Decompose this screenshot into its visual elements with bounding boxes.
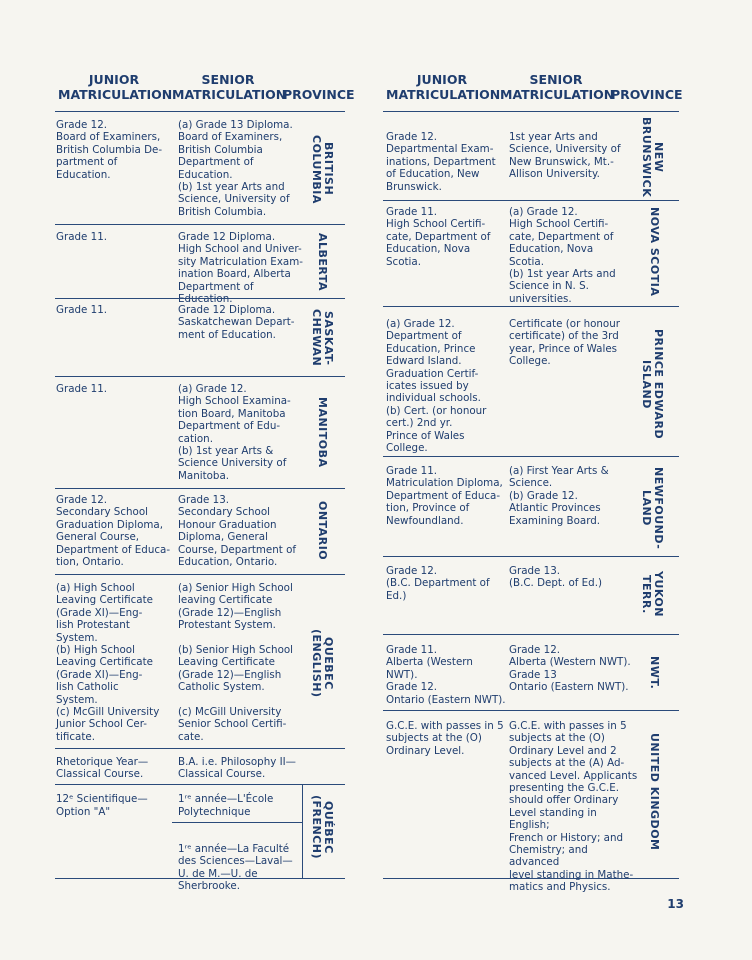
province-label: QUEBEC (ENGLISH) [310,628,335,698]
senior-cell: Grade 12 Diploma. Saskatchewan Depart- ment of Education. [178,304,295,341]
province-label: MANITOBA [316,396,329,468]
left-header-rule [55,111,345,112]
senior-cell: Grade 12 Diploma. High School and Univer- sity Matriculation Exam- ination Board, Alberta Department of Education. [178,231,303,306]
province-label: NEWFOUND- LAND [640,466,665,550]
left-junior-header: JUNIOR MATRICULATION [58,72,173,102]
junior-cell: (a) High School Leaving Certificate (Grade XI)—Eng- lish Protestant System. (b) High School Leaving Certificate (Grade XI)—Eng- lish Catholic System. (c) McGill University Junior School Cer- tificate. [56,582,160,743]
junior-cell: Grade 11. High School Certifi- cate, Department of Education, Nova Scotia. [386,206,491,268]
province-label: ONTARIO [316,501,329,561]
row-divider-inner [172,822,302,823]
province-label: PRINCE EDWARD ISLAND [640,328,665,440]
row-divider [55,574,345,575]
right-table-bottom-rule [383,878,679,879]
senior-cell: (a) Grade 12. High School Certifi- cate, Department of Education, Nova Scotia. (b) 1st year Arts and Science in N. S. universities. [509,206,616,305]
senior-cell: Grade 13. (B.C. Dept. of Ed.) [509,565,603,590]
row-divider [383,634,679,635]
row-divider [383,456,679,457]
page-number: 13 [667,897,684,911]
senior-cell: Grade 12. Alberta (Western NWT). Grade 13 Ontario (Eastern NWT). [509,644,631,694]
junior-cell: Grade 11. [56,304,108,316]
left-senior-header: SENIOR MATRICULATION [172,72,287,102]
junior-cell: G.C.E. with passes in 5 subjects at the (O) Ordinary Level. [386,720,504,757]
row-divider [55,376,345,377]
senior-cell: Grade 13. Secondary School Honour Graduation Diploma, General Course, Department of Education, Ontario. [178,494,297,569]
province-label: BRITISH COLUMBIA [310,134,335,204]
province-label: NEW BRUNSWICK [640,116,665,198]
senior-cell: (a) Grade 13 Diploma. Board of Examiners, British Columbia Department of Education. (b) 1st year Arts and Science, University of British Columbia. [178,119,293,218]
junior-cell: Grade 12. Departmental Exam- inations, Department of Education, New Brunswick. [386,131,496,193]
row-divider [55,748,345,749]
province-label: NWT. [648,656,661,690]
junior-cell: Rhetorique Year— Classical Course. 12ᵉ Scientifique— Option "A" [56,756,149,818]
senior-cell: (a) First Year Arts & Science. (b) Grade 12. Atlantic Provinces Examining Board. [509,465,609,527]
province-label: ALBERTA [316,232,329,292]
junior-cell: Grade 11. [56,231,108,243]
province-label: QUÉBEC (FRENCH) [310,794,335,860]
junior-cell: Grade 11. Alberta (Western NWT). Grade 12. Ontario (Eastern NWT). [386,644,506,706]
senior-cell: (a) Grade 12. High School Examina- tion Board, Manitoba Department of Edu- cation. (b) 1st year Arts & Science University of Manitoba. [178,383,291,482]
senior-cell: G.C.E. with passes in 5 subjects at the (O) Ordinary Level and 2 subjects at the (A) Ad- vanced Level. Applicants presenting the G.C.E. should offer Ordinary Level standing in English; French or History; and Chemistry; and advanced level standing in Mathe- matics and Physics. [509,720,638,894]
right-province-header: PROVINCE [611,87,683,102]
left-province-header: PROVINCE [283,87,355,102]
junior-cell: Grade 12. (B.C. Department of Ed.) [386,565,490,602]
junior-cell: (a) Grade 12. Department of Education, Prince Edward Island. Graduation Certif- icates issued by individual schools. (b) Cert. (or honour cert.) 2nd yr. Prince of Wales College. [386,318,487,455]
province-label: SASKAT- CHEWAN [310,309,335,367]
junior-cell: Grade 11. [56,383,108,395]
right-header-rule [383,111,679,112]
province-label: YUKON TERR. [640,571,665,617]
right-senior-header: SENIOR MATRICULATION [500,72,615,102]
junior-cell: Grade 11. Matriculation Diploma, Department of Educa- tion, Province of Newfoundland. [386,465,503,527]
junior-cell: Grade 12. Board of Examiners, British Columbia De- partment of Education. [56,119,163,181]
right-junior-header: JUNIOR MATRICULATION [386,72,501,102]
row-divider [383,556,679,557]
senior-cell: (a) Senior High School leaving Certificate (Grade 12)—English Protestant System. (b) Senior High School Leaving Certificate (Grade 12)—English Catholic System. (c) McGill University Senior School Certifi- cate. [178,582,294,743]
left-table-bottom-rule [55,878,345,879]
senior-cell: Certificate (or honour certificate) of the 3rd year, Prince of Wales College. [509,318,620,368]
junior-cell: Grade 12. Secondary School Graduation Diploma, General Course, Department of Educa- tion, Ontario. [56,494,171,569]
row-divider [55,298,345,299]
row-divider [55,224,345,225]
senior-cell: 1st year Arts and Science, University of New Brunswick, Mt.- Allison University. [509,131,621,181]
row-divider [383,306,679,307]
senior-cell: B.A. i.e. Philosophy II— Classical Course. 1ʳᵉ année—L'École Polytechnique 1ʳᵉ année—La Faculté des Sciences—Laval— U. de M.—U. de Sherbrooke. [178,756,296,893]
quebec-french-divider [302,784,303,878]
row-divider [383,200,679,201]
province-label: NOVA SCOTIA [648,207,661,297]
row-divider [55,488,345,489]
row-divider [383,710,679,711]
province-label: UNITED KINGDOM [648,733,661,851]
